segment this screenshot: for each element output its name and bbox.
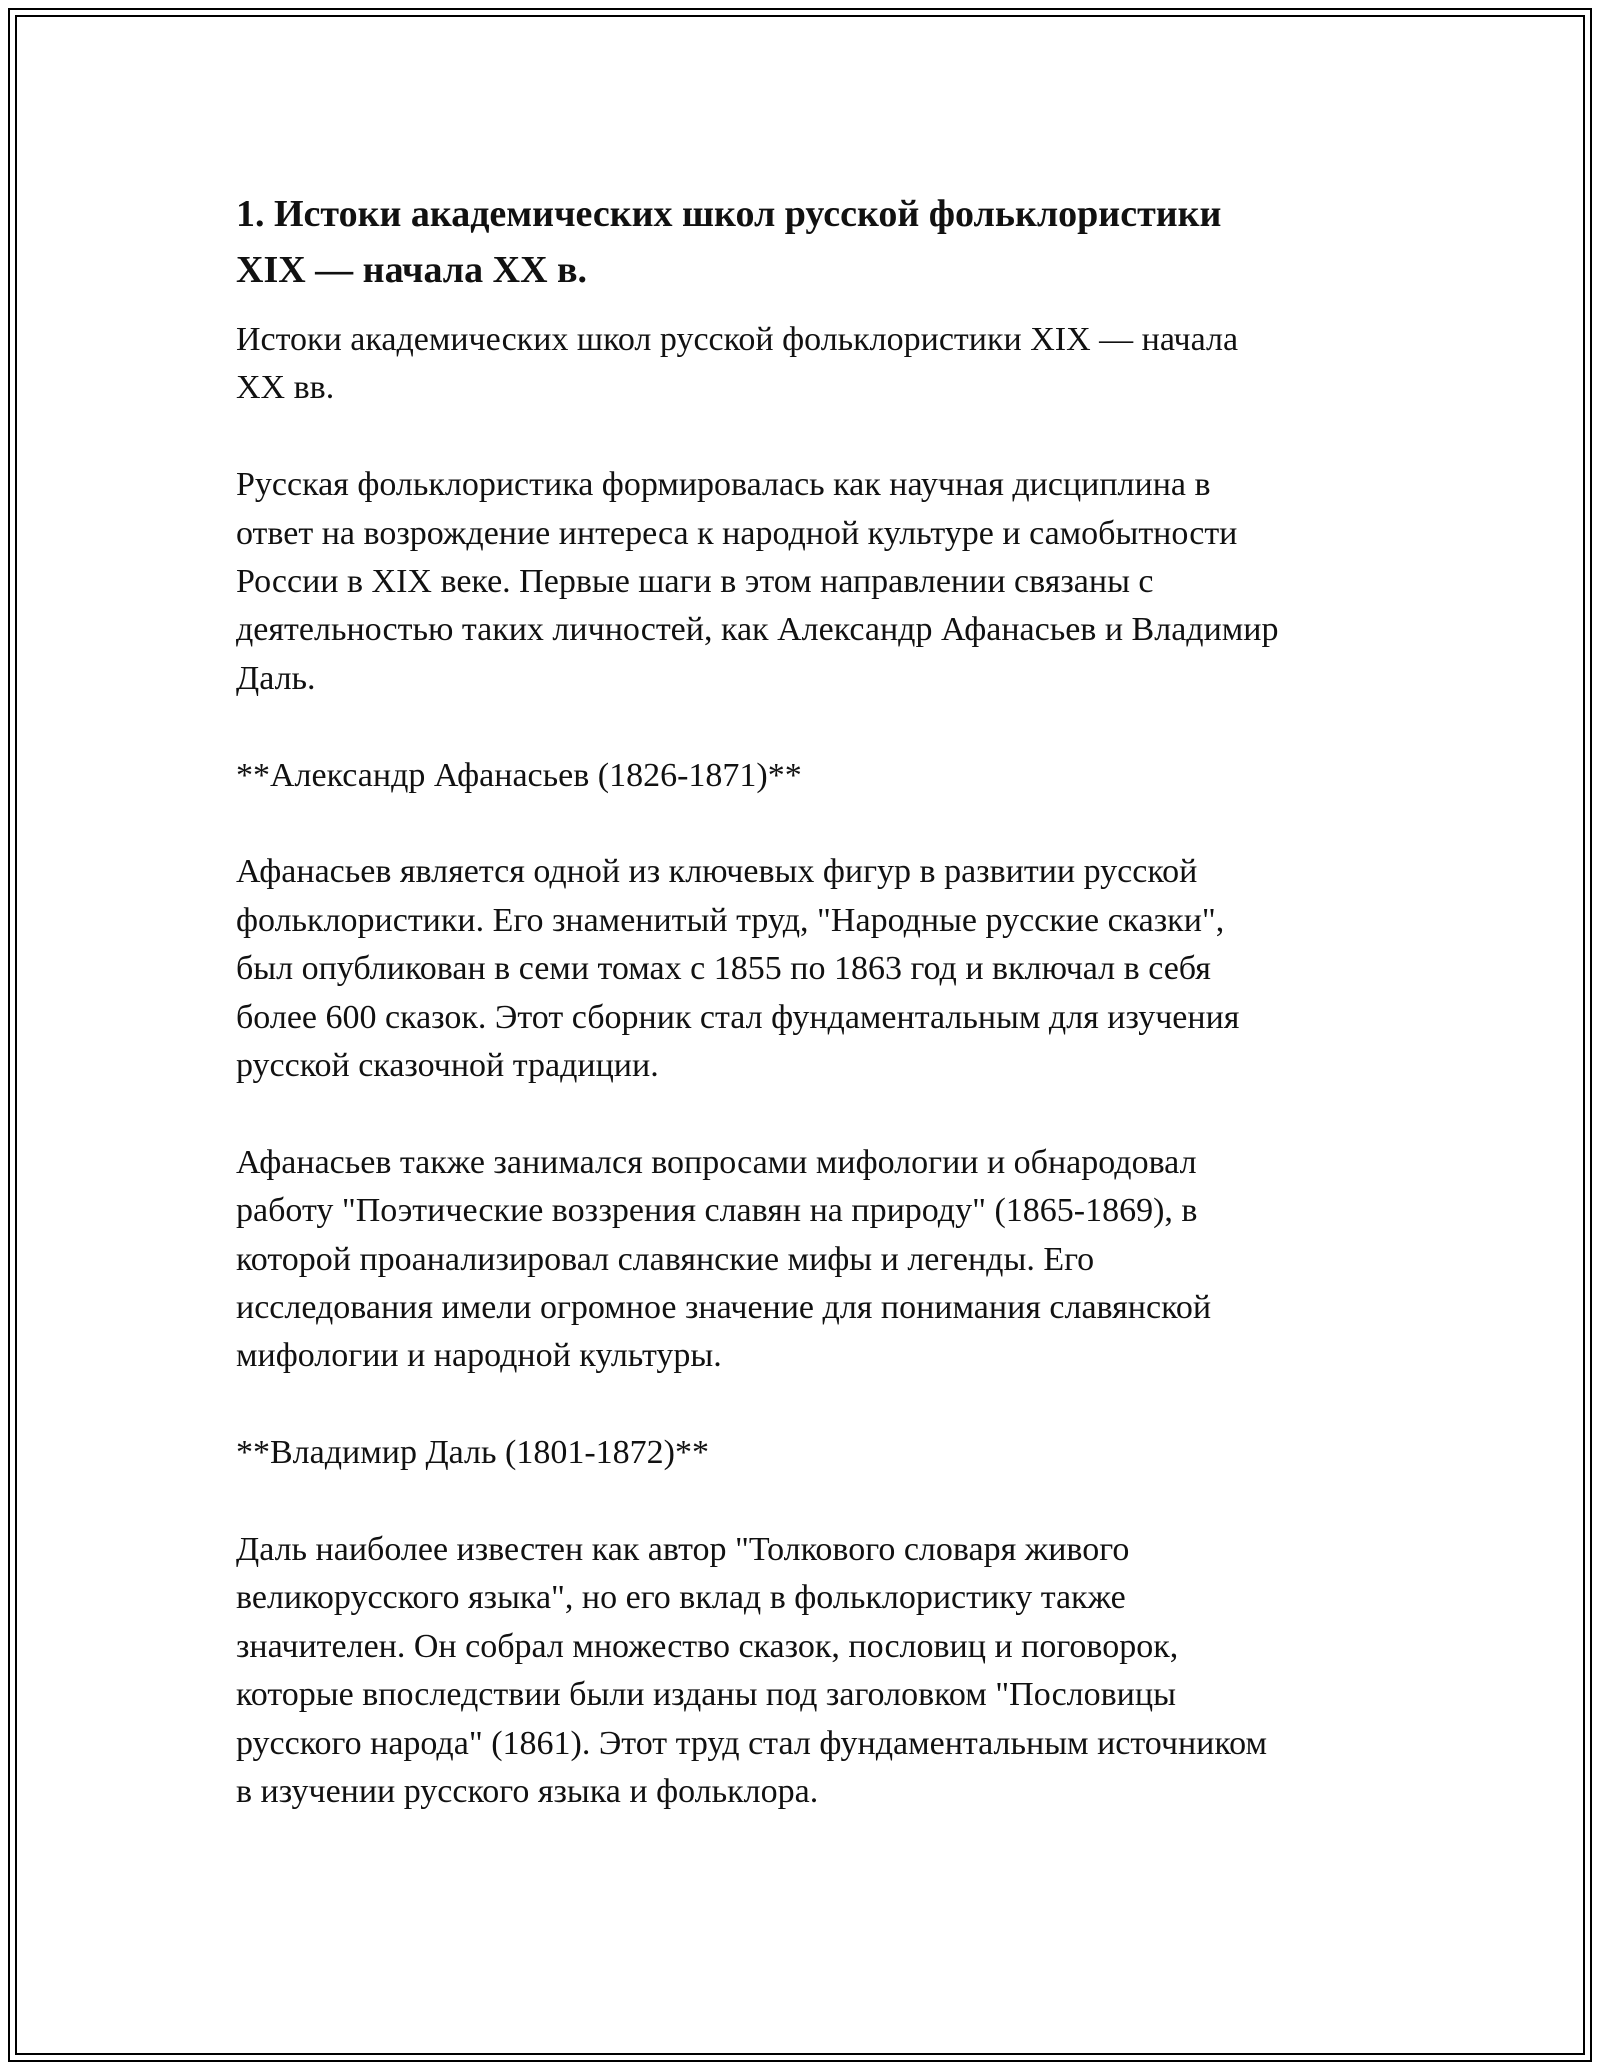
afanasyev-heading: **Александр Афанасьев (1826-1871)** (236, 756, 802, 794)
overview-paragraph: Русская фольклористика формировалась как научная дисциплина в ответ на возрождение интереса к народной культуре и самобытности России в XIX веке. Первые шаги в этом направлении связаны с деятельностью таких личностей, как Александр Афанасьев и Владимир Даль. (236, 466, 1279, 697)
intro-paragraph: Истоки академических школ русской фольклористики XIX — начала XX вв. (236, 321, 1239, 407)
afanasyev-paragraph-1: Афанасьев является одной из ключевых фигур в развитии русской фольклористики. Его знаменитый труд, "Народные русские сказки", был опубликован в семи томах с 1855 по 1863 год и включал в себя более 600 сказок. Этот сборник стал фундаментальным для изучения русской сказочной традиции. (236, 853, 1240, 1085)
dal-heading: **Владимир Даль (1801-1872)** (236, 1434, 709, 1472)
afanasyev-paragraph-2: Афанасьев также занимался вопросами мифологии и обнародовал работу "Поэтические воззрения славян на природу" (1865-1869), в которой проанализировал славянские мифы и легенды. Его исследования имели огромное значение для понимания славянской мифологии и народной культуры. (236, 1143, 1212, 1375)
dal-paragraph: Даль наиболее известен как автор "Толкового словаря живого великорусского языка", но его вклад в фольклористику также значителен. Он собрал множество сказок, пословиц и поговорок, которые впоследствии были изданы под заголовком "Пословицы русского народа" (1861). Этот труд стал фундаментальным источником в изучении русского языка и фольклора. (236, 1531, 1268, 1811)
document-body (236, 186, 1372, 1817)
document-title: 1. Истоки академических школ русской фольклористики XIX — начала XX в. (236, 193, 1222, 291)
